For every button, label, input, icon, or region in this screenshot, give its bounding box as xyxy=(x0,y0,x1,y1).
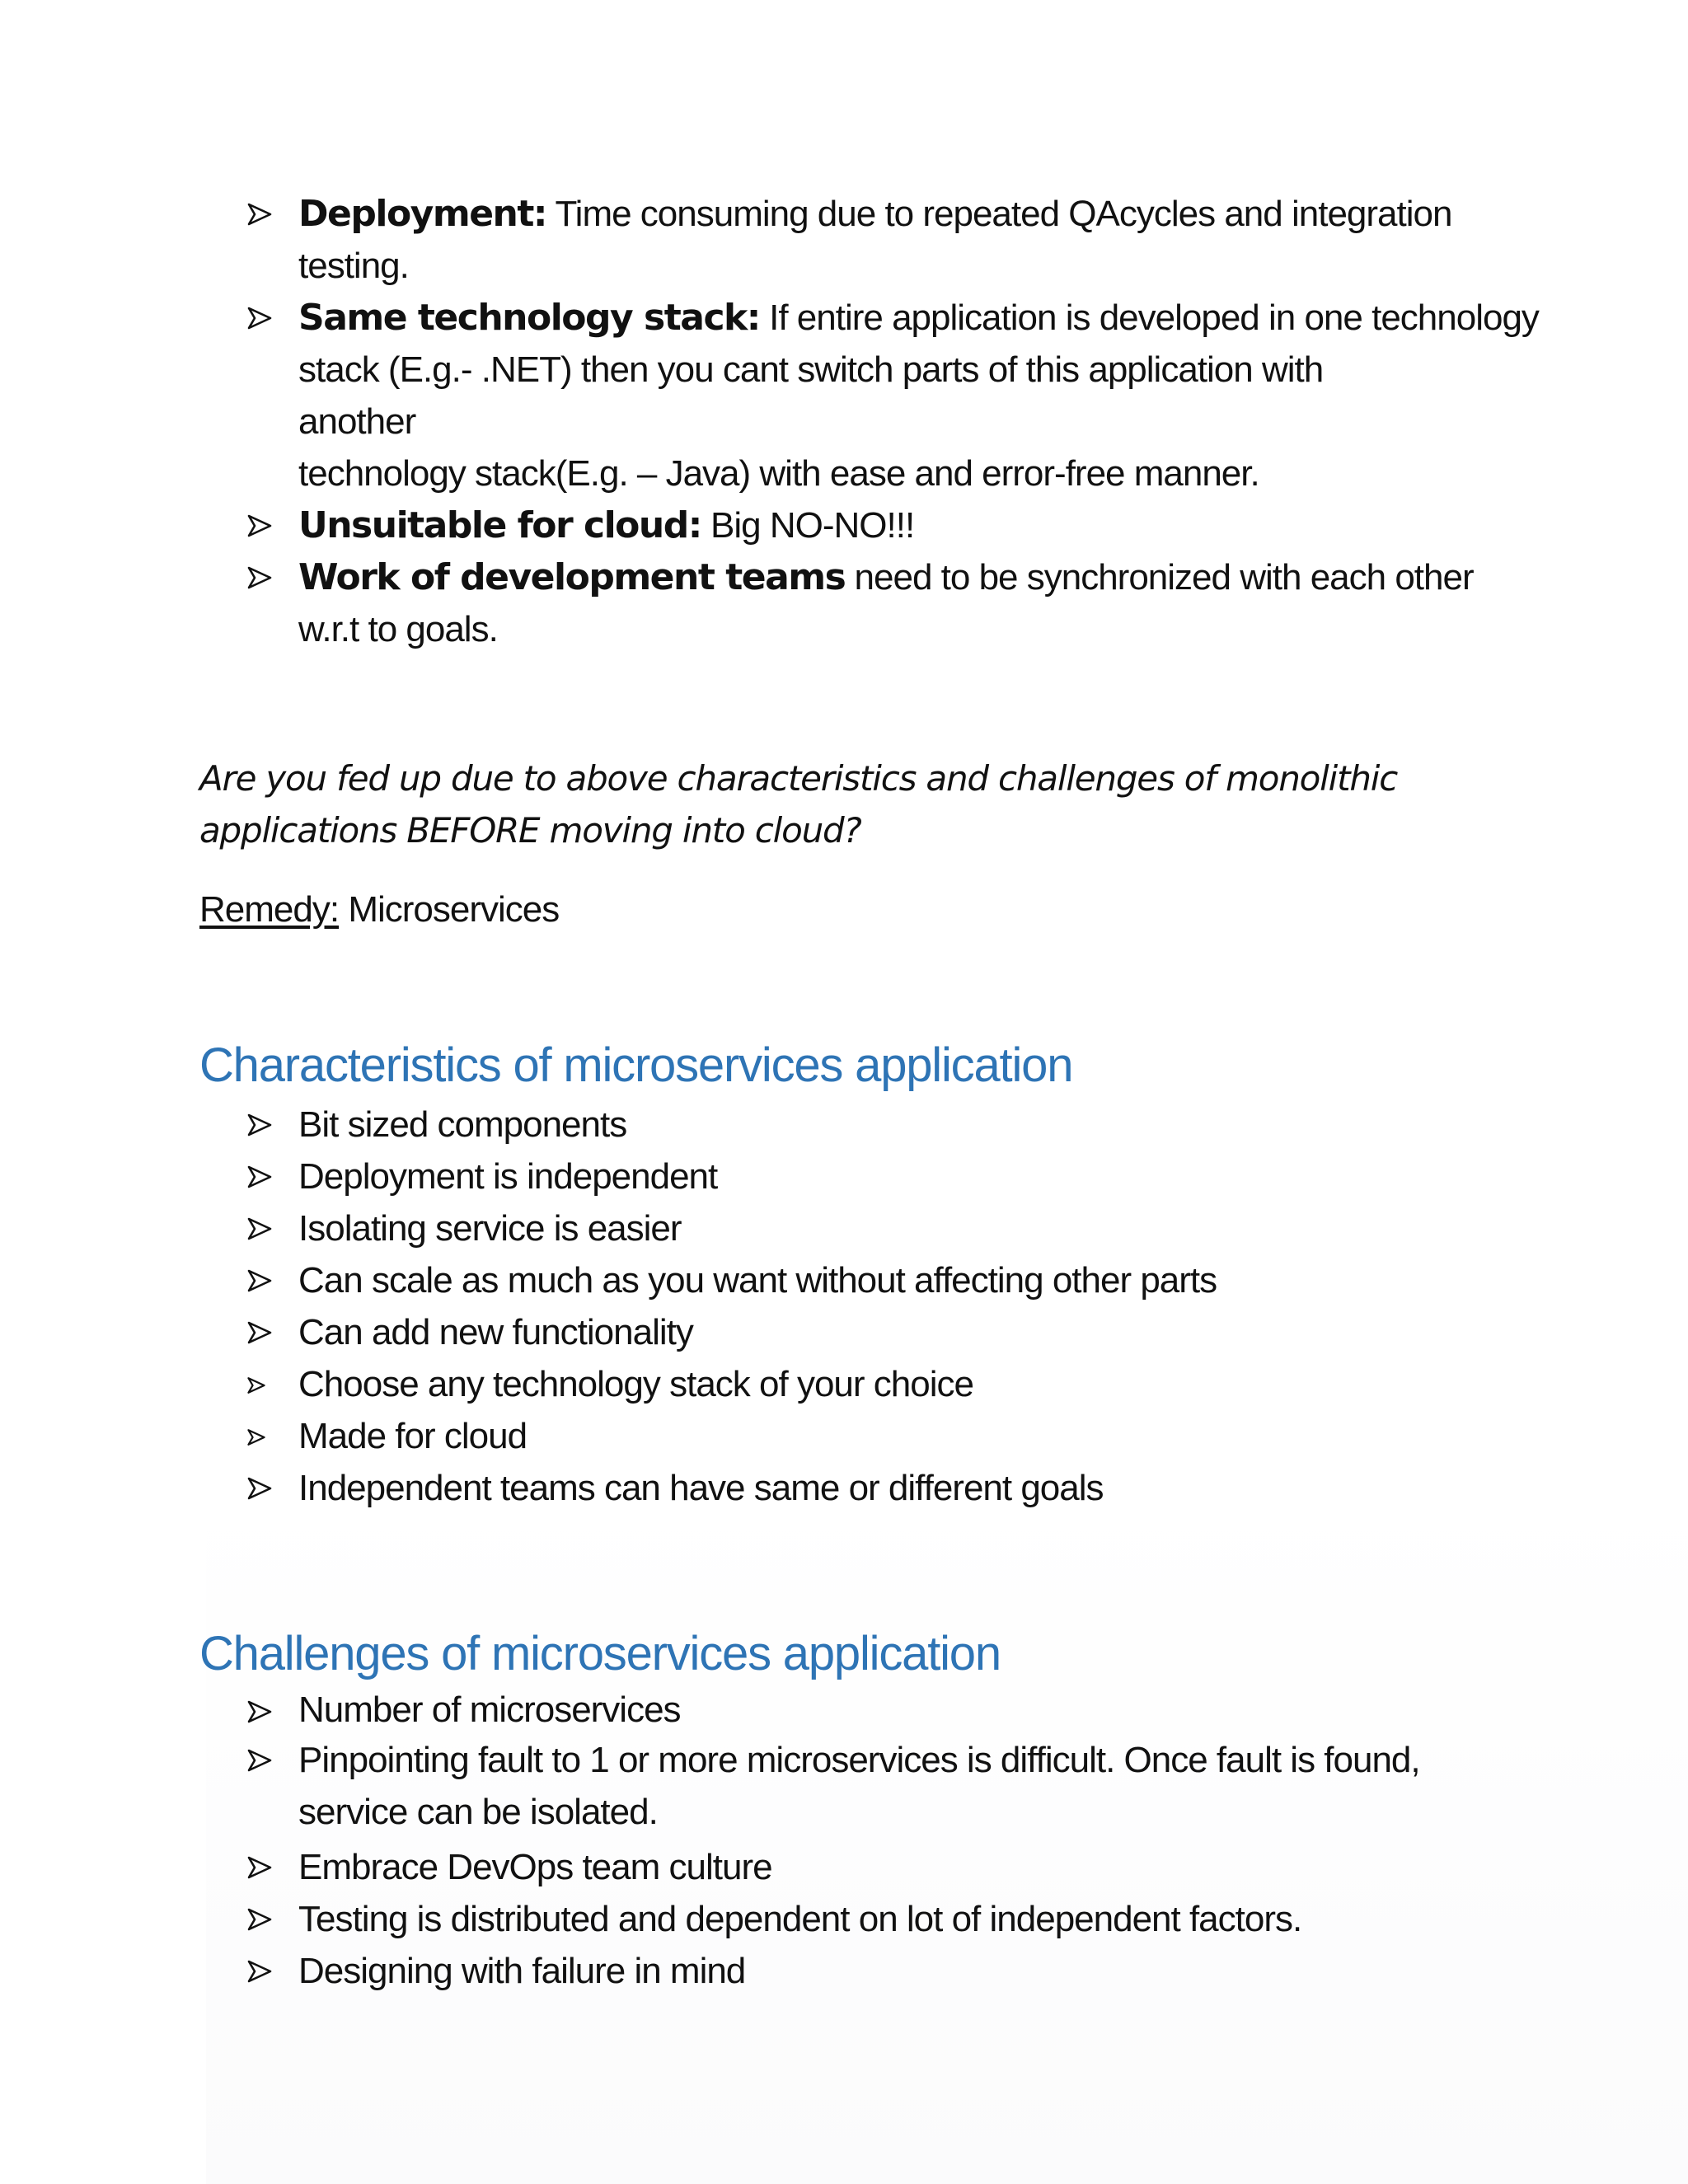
question-line: applications BEFORE moving into cloud? xyxy=(199,810,861,851)
list-item xyxy=(247,292,1539,499)
arrow-bullet-icon xyxy=(247,551,280,603)
list-item xyxy=(247,1734,1420,1838)
list-item-text: Independent teams can have same or different goals xyxy=(298,1468,1104,1508)
arrow-bullet-icon xyxy=(247,1734,280,1786)
remedy-value: Microservices xyxy=(348,889,560,930)
arrow-bullet-icon xyxy=(247,292,280,344)
list-item-text: Made for cloud xyxy=(298,1416,528,1456)
remedy-line xyxy=(199,883,559,935)
arrow-bullet-icon xyxy=(247,1685,280,1737)
arrow-bullet-icon xyxy=(247,1306,280,1358)
list-item-text: Testing is distributed and dependent on lot of independent factors. xyxy=(298,1899,1302,1939)
list-item xyxy=(247,551,1539,655)
arrow-bullet-icon xyxy=(247,1410,280,1462)
list-item xyxy=(247,1462,1217,1514)
monolith-challenges-list xyxy=(247,188,1539,655)
list-item xyxy=(247,499,1539,551)
list-item xyxy=(247,1306,1217,1358)
list-item xyxy=(247,1893,1420,1945)
list-item-text: another xyxy=(298,401,416,442)
arrow-bullet-icon xyxy=(247,188,280,240)
arrow-bullet-icon xyxy=(247,1099,280,1151)
list-item-term: Work of development teams xyxy=(298,556,846,598)
remedy-label: Remedy: xyxy=(199,889,340,930)
challenges-list xyxy=(247,1685,1420,1997)
list-item-term: Same technology stack: xyxy=(298,297,760,339)
question-line: Are you fed up due to above characteristics and challenges of monolithic xyxy=(199,758,1398,799)
list-item-text: Big NO-NO!!! xyxy=(710,505,915,546)
arrow-bullet-icon xyxy=(247,1893,280,1945)
list-item-text: Time consuming due to repeated QAcycles and integration xyxy=(555,194,1452,234)
list-item-text: technology stack(E.g. – Java) with ease and error-free manner. xyxy=(298,453,1259,494)
characteristics-heading: Characteristics of microservices application xyxy=(199,1038,1073,1092)
arrow-bullet-icon xyxy=(247,1151,280,1202)
list-item xyxy=(247,1841,1420,1893)
list-item xyxy=(247,1945,1420,1997)
list-item-term: Deployment: xyxy=(298,193,546,235)
list-item-term: Unsuitable for cloud: xyxy=(298,504,701,546)
list-item-text: Deployment is independent xyxy=(298,1156,718,1197)
list-item xyxy=(247,1099,1217,1151)
challenges-heading: Challenges of microservices application xyxy=(199,1627,1001,1680)
arrow-bullet-icon xyxy=(247,1462,280,1514)
arrow-bullet-icon xyxy=(247,1841,280,1893)
arrow-bullet-icon xyxy=(247,499,280,551)
characteristics-list xyxy=(247,1099,1217,1514)
arrow-bullet-icon xyxy=(247,1254,280,1306)
list-item xyxy=(247,1685,1420,1734)
list-item-text: Pinpointing fault to 1 or more microservices is difficult. Once fault is found, xyxy=(298,1740,1420,1780)
list-item-text: testing. xyxy=(298,246,409,286)
list-item-text: Designing with failure in mind xyxy=(298,1951,746,1991)
list-item-text: need to be synchronized with each other xyxy=(854,557,1474,598)
list-item xyxy=(247,188,1539,292)
list-item xyxy=(247,1410,1217,1462)
list-item-text: Bit sized components xyxy=(298,1104,627,1145)
list-item xyxy=(247,1151,1217,1202)
list-item-text: stack (E.g.- .NET) then you cant switch parts of this application with xyxy=(298,349,1324,390)
question-paragraph xyxy=(199,752,1518,856)
list-item xyxy=(247,1254,1217,1306)
list-item xyxy=(247,1358,1217,1410)
list-item-text: w.r.t to goals. xyxy=(298,609,498,649)
list-item xyxy=(247,1202,1217,1254)
list-item-text: If entire application is developed in one technology xyxy=(769,298,1539,338)
list-item-text: Embrace DevOps team culture xyxy=(298,1847,772,1887)
list-item-text: Choose any technology stack of your choice xyxy=(298,1364,973,1404)
arrow-bullet-icon xyxy=(247,1945,280,1997)
list-item-text: Can add new functionality xyxy=(298,1312,693,1352)
list-item-text: Can scale as much as you want without affecting other parts xyxy=(298,1260,1217,1301)
list-item-text: Isolating service is easier xyxy=(298,1208,682,1249)
arrow-bullet-icon xyxy=(247,1358,280,1410)
list-item-text: Number of microservices xyxy=(298,1690,681,1730)
list-item-text: service can be isolated. xyxy=(298,1792,658,1832)
arrow-bullet-icon xyxy=(247,1202,280,1254)
